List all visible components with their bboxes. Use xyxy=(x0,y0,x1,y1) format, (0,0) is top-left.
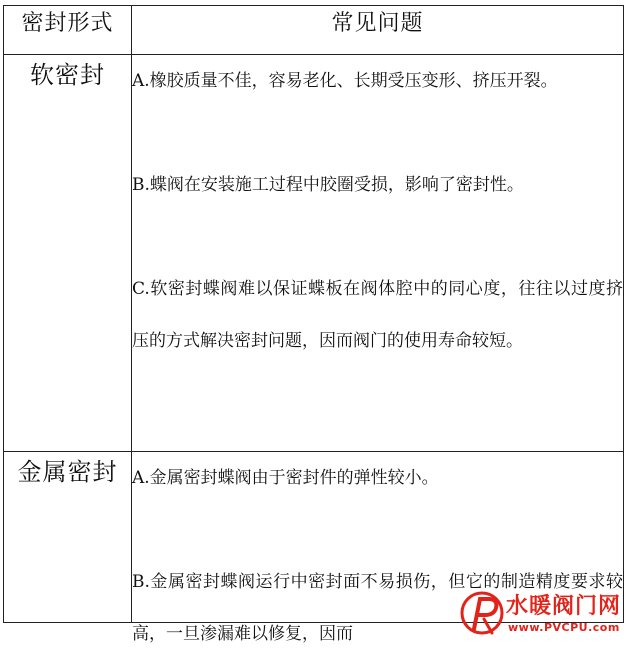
header-seal-type: 密封形式 xyxy=(4,6,132,55)
header-common-issues: 常见问题 xyxy=(132,6,624,55)
watermark-url: www.PVCPU.com xyxy=(508,621,620,634)
pv-logo-icon xyxy=(460,589,504,639)
issue-item: C.软密封蝶阀难以保证蝶板在阀体腔中的同心度，往往以过度挤压的方式解决密封问题，因而阀门的使用寿命较短。 xyxy=(132,279,623,351)
issue-item: A.橡胶质量不佳，容易老化、长期受压变形、挤压开裂。 xyxy=(132,71,558,91)
table-header-row xyxy=(4,6,624,55)
issue-item: B.蝶阀在安装施工过程中胶圈受损，影响了密封性。 xyxy=(132,175,524,195)
issue-item: B.金属密封蝶阀运行中密封面不易损伤，但它的制造精度要求较高，一旦渗漏难以修复，因而 xyxy=(132,572,623,644)
table-row xyxy=(4,55,624,452)
issue-item: A.金属密封蝶阀由于密封件的弹性较小。 xyxy=(132,468,439,488)
issues-cell xyxy=(132,55,624,452)
watermark-title: 水暖阀门网 xyxy=(506,594,622,619)
watermark xyxy=(456,585,626,645)
seal-type-cell: 金属密封 xyxy=(4,452,132,623)
seal-type-cell: 软密封 xyxy=(4,55,132,452)
